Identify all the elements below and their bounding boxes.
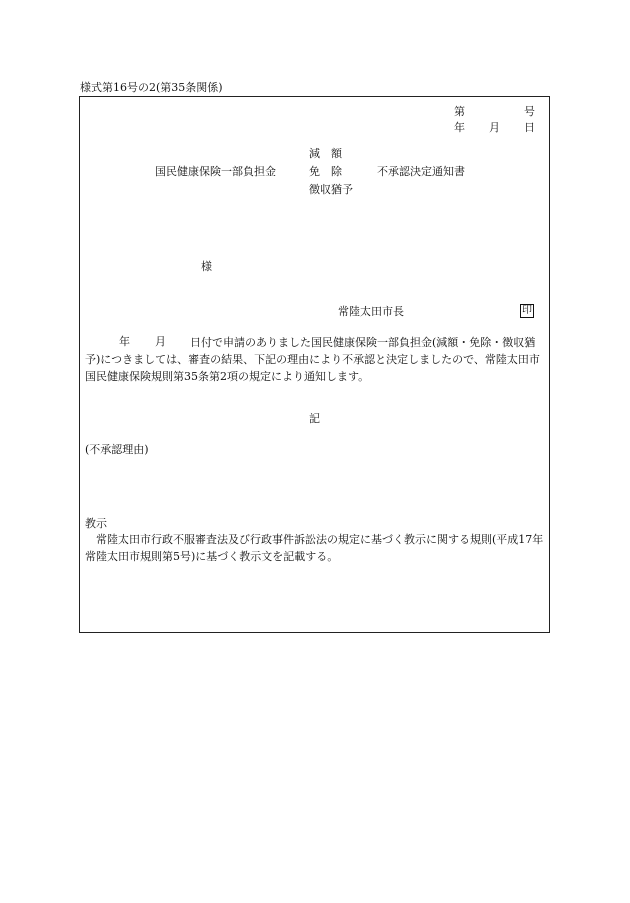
addressee-suffix: 様 xyxy=(201,260,212,273)
ki-heading: 記 xyxy=(309,412,320,425)
number-suffix: 号 xyxy=(524,105,535,118)
date-day-label: 日 xyxy=(524,121,535,134)
title-option-exemption: 免 除 xyxy=(309,165,342,178)
notice-paragraph: 常陸太田市行政不服審査法及び行政事件訴訟法の規定に基づく教示に関する規則(平成17年常陸太田市規則第5号)に基づく教示文を記載する。 xyxy=(85,533,544,563)
title-prefix: 国民健康保険一部負担金 xyxy=(155,165,276,178)
notice-heading: 教示 xyxy=(85,517,107,530)
issuer-name: 常陸太田市長 xyxy=(338,305,404,318)
body-month-label: 月 xyxy=(155,335,166,348)
title-option-reduction: 減 額 xyxy=(309,147,342,160)
reason-label: (不承認理由) xyxy=(85,443,149,456)
body-year-label: 年 xyxy=(119,335,130,348)
title-suffix: 不承認決定通知書 xyxy=(377,165,465,178)
form-number-label: 様式第16号の2(第35条関係) xyxy=(80,81,223,94)
seal-mark: 印 xyxy=(522,305,532,316)
date-year-label: 年 xyxy=(454,121,465,134)
number-prefix: 第 xyxy=(454,105,465,118)
title-option-deferral: 徴収猶予 xyxy=(309,183,353,196)
date-month-label: 月 xyxy=(489,121,500,134)
body-paragraph: 日付で申請のありました国民健康保険一部負担金(減額・免除・徴収猶予)につきましては、審査の結果、下記の理由により不承認と決定しましたので、常陸太田市国民健康保険規則第35条第2項の規定により通知します。 xyxy=(85,336,540,383)
